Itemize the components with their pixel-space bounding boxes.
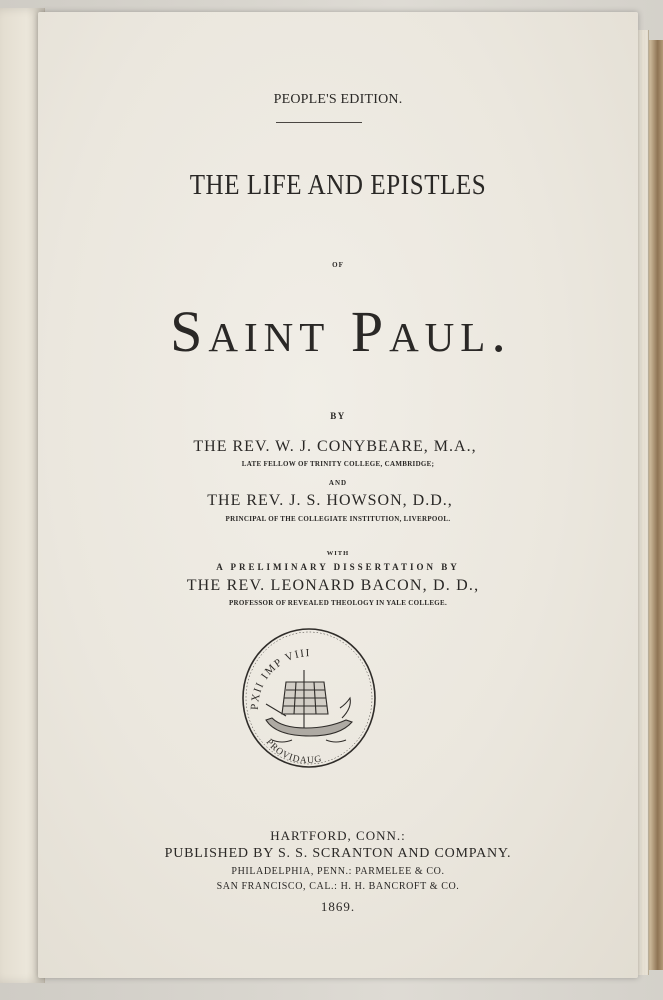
author-bacon: THE REV. LEONARD BACON, D. D., [186,577,480,594]
and-label: AND [328,479,348,487]
preliminary-dissertation: A PRELIMINARY DISSERTATION BY [216,562,460,572]
with-label: WITH [326,550,350,557]
author-bacon-description: PROFESSOR OF REVEALED THEOLOGY IN YALE COLLEGE. [228,599,448,607]
author-howson-description: PRINCIPAL OF THE COLLEGIATE INSTITUTION, LIVERPOOL. [225,515,451,523]
coin-legend-top: PXII IMP VIII [248,647,311,711]
agent-san-francisco: SAN FRANCISCO, CAL.: H. H. BANCROFT & CO. [216,881,460,892]
title-of: OF [332,261,344,269]
publisher: PUBLISHED BY S. S. SCRANTON AND COMPANY. [164,846,512,861]
edition-rule [276,122,362,123]
publication-place: HARTFORD, CONN.: [270,828,406,843]
author-conybeare-description: LATE FELLOW OF TRINITY COLLEGE, CAMBRIDGE; [241,460,435,468]
author-conybeare: THE REV. W. J. CONYBEARE, M.A., [193,438,477,455]
by-label: BY [330,411,346,421]
edition-label: PEOPLE'S EDITION. [273,92,403,107]
book-title: THE LIFE AND EPISTLES [189,170,487,201]
coin-ship-emblem [236,624,382,772]
publication-year: 1869. [320,899,356,914]
coin-legend-bottom: PROVIDAUG [263,737,324,767]
book-subject: Saint Paul. [170,299,512,364]
ship-icon [266,670,352,742]
title-page [38,12,638,978]
agent-philadelphia: PHILADELPHIA, PENN.: PARMELEE & CO. [231,866,445,877]
author-howson: THE REV. J. S. HOWSON, D.D., [207,492,453,509]
